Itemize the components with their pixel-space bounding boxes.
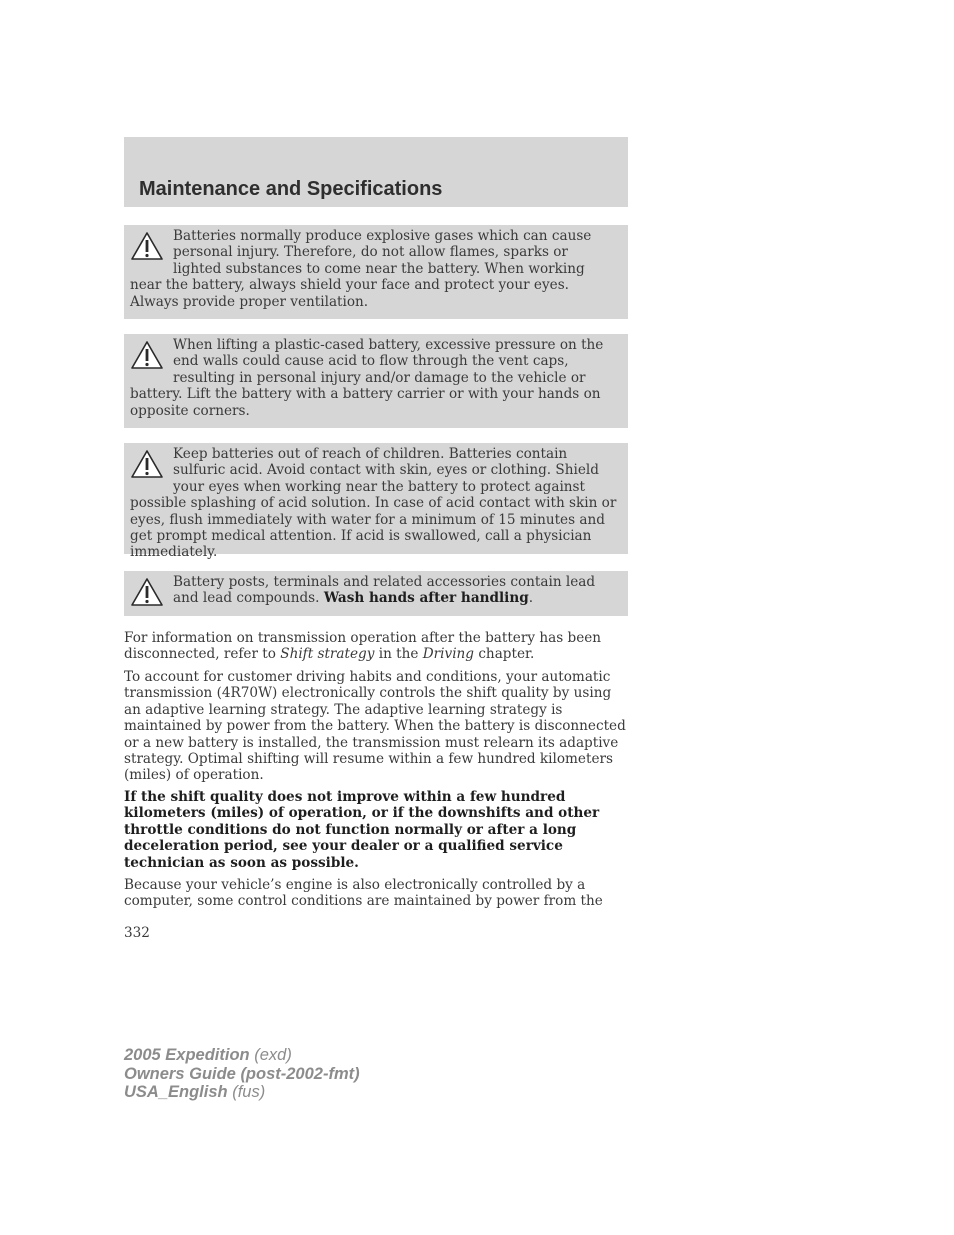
warning-triangle-icon: [130, 577, 164, 607]
paragraph-text: in the: [374, 646, 423, 663]
warning-triangle-icon: [130, 449, 164, 479]
warning-text: Battery posts, terminals and related accessories contain lead and lead compounds.: [173, 574, 596, 607]
shift-strategy-ref: Shift strategy: [280, 646, 375, 663]
warning-text: Batteries normally produce explosive gases which can cause personal injury. Therefore, do not allow flames, sparks or lighted substances to come near the battery. When working near the battery, always shield your face and protect your eyes. Always provide proper ventilation.: [130, 228, 592, 310]
paragraph-shift-strategy: [124, 630, 630, 663]
warning-text: When lifting a plastic-cased battery, excessive pressure on the end walls could cause acid to flow through the vent caps, resulting in personal injury and/or damage to the vehicle or battery. Lift the battery with a battery carrier or with your hands on opposite corners.: [130, 337, 604, 419]
paragraph-text: chapter.: [474, 646, 535, 663]
footer-language: USA_English: [124, 1083, 228, 1102]
footer-model: 2005 Expedition: [124, 1046, 250, 1064]
footer-language-code: (fus): [227, 1083, 266, 1102]
section-title: Maintenance and Specifications: [139, 178, 443, 200]
warning-box-lead: [124, 571, 628, 616]
document-footer: [124, 1046, 360, 1102]
paragraph-engine-control: Because your vehicle’s engine is also electronically controlled by a computer, some control conditions are maintained by power from the: [124, 877, 603, 910]
warning-end: .: [528, 590, 534, 607]
section-header: [124, 137, 628, 207]
paragraph-text: For information on transmission operation after the battery has been disconnected, refer to: [124, 630, 602, 663]
warning-box-lifting-battery: [124, 334, 628, 428]
warning-emphasis: Wash hands after handling: [323, 590, 529, 607]
page-number: 332: [124, 925, 150, 941]
warning-box-children-acid: [124, 443, 628, 561]
warning-triangle-icon: [130, 231, 164, 261]
warning-triangle-icon: [130, 340, 164, 370]
footer-model-code: (exd): [249, 1046, 292, 1064]
paragraph-adaptive-learning: To account for customer driving habits and conditions, your automatic transmission (4R70W) electronically controls the shift quality by using an adaptive learning strategy. The adaptive learning strategy is maintained by power from the battery. When the battery is disconnected or a new battery is installed, the transmission must relearn its adaptive strategy. Optimal shifting will resume within a few hundred kilometers (miles) of operation.: [124, 669, 626, 784]
driving-chapter-ref: Driving: [422, 646, 474, 663]
footer-guide: Owners Guide (post-2002-fmt): [124, 1064, 360, 1083]
warning-text: Keep batteries out of reach of children. Batteries contain sulfuric acid. Avoid contact with skin, eyes or clothing. Shield your eyes when working near the battery to protect against possible splashing of acid solution. In case of acid contact with skin or eyes, flush immediately with water for a minimum of 15 minutes and get prompt medical attention. If acid is swallowed, call a physician immediately.: [130, 446, 617, 561]
paragraph-shift-quality-warning: If the shift quality does not improve within a few hundred kilometers (miles) of operation, or if the downshifts and other throttle conditions do not function normally or after a long deceleration period, see your dealer or a qualified service technician as soon as possible.: [124, 789, 600, 871]
warning-box-explosive-gases: [124, 225, 628, 319]
